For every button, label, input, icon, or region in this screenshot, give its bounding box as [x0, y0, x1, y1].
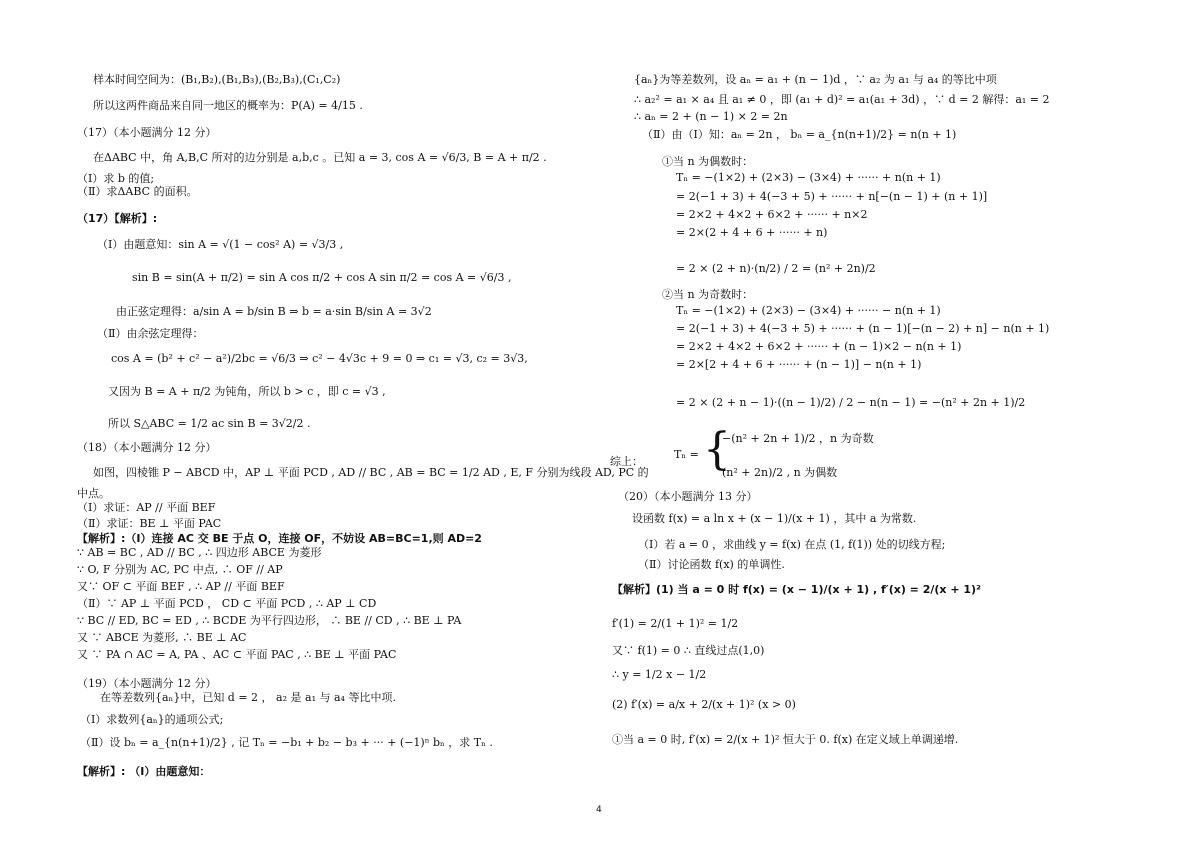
text-line: （Ⅰ）求 b 的值;: [77, 172, 155, 185]
text-line: 设函数 f(x) = a ln x + (x − 1)/(x + 1) ，其中 a 为常数.: [632, 512, 917, 525]
text-line: = 2 × (2 + n)·(n/2) / 2 = (n² + 2n)/2: [676, 262, 876, 275]
text-line: （Ⅱ）求ΔABC 的面积。: [77, 185, 198, 198]
text-line: sin B = sin(A + π/2) = sin A cos π/2 + cos A sin π/2 = cos A = √6/3 ,: [132, 271, 512, 284]
text-line: 在ΔABC 中，角 A,B,C 所对的边分别是 a,b,c 。已知 a = 3, cos A = √6/3, B = A + π/2 .: [93, 151, 547, 164]
text-line: （Ⅰ）求数列{aₙ}的通项公式;: [80, 713, 224, 726]
text-line: f′(1) = 2/(1 + 1)² = 1/2: [612, 617, 739, 630]
text-line: = 2×(2 + 4 + 6 + ······ + n): [676, 226, 828, 239]
text-line: （Ⅱ）求证：BE ⊥ 平面 PAC: [77, 517, 222, 530]
text-line: 由正弦定理得：a/sin A = b/sin B ⇒ b = a·sin B/sin A = 3√2: [116, 305, 432, 318]
section-heading: （17）（本小题满分 12 分）: [77, 126, 217, 139]
text-line: = 2(−1 + 3) + 4(−3 + 5) + ······ + n[−(n − 1) + (n + 1)]: [676, 190, 988, 203]
section-heading: （20）（本小题满分 13 分）: [618, 490, 758, 503]
piecewise-case-odd: −(n² + 2n + 1)/2 ，n 为奇数: [722, 432, 874, 445]
text-line: (2) f′(x) = a/x + 2/(x + 1)² (x > 0): [612, 698, 796, 711]
text-line: ②当 n 为奇数时：: [662, 288, 754, 301]
text-line: {aₙ}为等差数列，设 aₙ = a₁ + (n − 1)d ，∵ a₂ 为 a₁ 与 a₄ 的等比中项: [634, 73, 997, 86]
piecewise-case-even: (n² + 2n)/2 , n 为偶数: [722, 466, 838, 479]
text-line: 又 ∵ PA ∩ AC = A, PA 、AC ⊂ 平面 PAC , ∴ BE ⊥ 平面 PAC: [77, 648, 397, 661]
text-line: ∴ aₙ = 2 + (n − 1) × 2 = 2n: [634, 110, 788, 123]
text-line: （Ⅱ）∵ AP ⊥ 平面 PCD ， CD ⊂ 平面 PCD , ∴ AP ⊥ CD: [77, 597, 377, 610]
text-line: cos A = (b² + c² − a²)/2bc = √6/3 ⇒ c² − 4√3c + 9 = 0 ⇒ c₁ = √3, c₂ = 3√3,: [111, 352, 528, 365]
text-line: ①当 n 为偶数时：: [662, 155, 754, 168]
text-line: 又 ∵ ABCE 为菱形, ∴ BE ⊥ AC: [77, 631, 247, 644]
text-line: （Ⅰ）由题意知：sin A = √(1 − cos² A) = √3/3 ,: [97, 238, 344, 251]
text-line: = 2×[2 + 4 + 6 + ······ + (n − 1)] − n(n + 1): [676, 358, 922, 371]
text-line: 所以这两件商品来自同一地区的概率为：P(A) = 4/15 .: [93, 99, 363, 112]
text-line: 又∵ OF ⊂ 平面 BEF , ∴ AP // 平面 BEF: [77, 580, 285, 593]
text-line: （Ⅰ）求证：AP // 平面 BEF: [77, 501, 216, 514]
text-line: 综上：: [610, 455, 643, 468]
text-line: ①当 a = 0 时, f′(x) = 2/(x + 1)² 恒大于 0. f(x) 在定义域上单调递增.: [612, 733, 959, 746]
text-line: 中点。: [77, 487, 110, 500]
text-line: = 2×2 + 4×2 + 6×2 + ······ + n×2: [676, 208, 868, 221]
section-heading: （18）（本小题满分 12 分）: [77, 441, 217, 454]
piecewise-label: Tₙ =: [674, 448, 699, 461]
solution-heading: （17）【解析】:: [77, 212, 158, 225]
text-line: = 2(−1 + 3) + 4(−3 + 5) + ······ + (n − 1)[−(n − 2) + n] − n(n + 1): [676, 322, 1050, 335]
solution-heading: 【解析】: （Ⅰ）由题意知：: [77, 765, 211, 778]
text-line: ∵ BC // ED, BC = ED , ∴ BCDE 为平行四边形， ∴ BE // CD , ∴ BE ⊥ PA: [77, 614, 462, 627]
piecewise-brace: {: [703, 424, 731, 475]
text-line: 所以 S△ABC = 1/2 ac sin B = 3√2/2 .: [108, 417, 311, 430]
section-heading: （19）（本小题满分 12 分）: [77, 677, 217, 690]
text-line: ∵ O, F 分别为 AC, PC 中点, ∴ OF // AP: [77, 563, 283, 576]
text-line: ∴ y = 1/2 x − 1/2: [612, 668, 707, 681]
text-line: ∵ AB = BC , AD // BC , ∴ 四边形 ABCE 为菱形: [77, 546, 322, 559]
text-line: （Ⅱ）讨论函数 f(x) 的单调性.: [638, 558, 785, 571]
text-line: 如图，四棱锥 P − ABCD 中，AP ⊥ 平面 PCD , AD // BC , AB = BC = 1/2 AD , E, F 分别为线段 AD, PC 的: [93, 466, 649, 479]
text-line: （Ⅱ）由（Ⅰ）知：aₙ = 2n ， bₙ = a_{n(n+1)/2} = n(n + 1): [642, 128, 957, 141]
right-column: [600, 0, 1200, 848]
solution-heading: 【解析】:（Ⅰ）连接 AC 交 BE 于点 O，连接 OF，不妨设 AB=BC=1,则 AD=2: [77, 532, 482, 545]
page-number: 4: [596, 805, 602, 815]
text-line: 在等差数列{aₙ}中，已知 d = 2 ， a₂ 是 a₁ 与 a₄ 等比中项.: [100, 691, 396, 704]
text-line: = 2 × (2 + n − 1)·((n − 1)/2) / 2 − n(n − 1) = −(n² + 2n + 1)/2: [676, 396, 1026, 409]
text-line: ∴ a₂² = a₁ × a₄ 且 a₁ ≠ 0 ，即 (a₁ + d)² = a₁(a₁ + 3d) ，∵ d = 2 解得：a₁ = 2: [634, 93, 1050, 106]
text-line: 又因为 B = A + π/2 为钝角，所以 b > c ，即 c = √3 ,: [108, 385, 386, 398]
text-line: Tₙ = −(1×2) + (2×3) − (3×4) + ······ − n(n + 1): [676, 304, 941, 317]
text-line: = 2×2 + 4×2 + 6×2 + ······ + (n − 1)×2 − n(n + 1): [676, 340, 962, 353]
text-line: 又∵ f(1) = 0 ∴ 直线过点(1,0): [612, 644, 765, 657]
text-line: （Ⅱ）由余弦定理得：: [97, 327, 204, 340]
solution-line: 【解析】(1) 当 a = 0 时 f(x) = (x − 1)/(x + 1) , f′(x) = 2/(x + 1)²: [612, 583, 981, 596]
text-line: Tₙ = −(1×2) + (2×3) − (3×4) + ······ + n(n + 1): [676, 171, 941, 184]
text-line: 样本时间空间为：(B₁,B₂),(B₁,B₃),(B₂,B₃),(C₁,C₂): [93, 73, 341, 86]
text-line: （Ⅱ）设 bₙ = a_{n(n+1)/2} , 记 Tₙ = −b₁ + b₂ − b₃ + ··· + (−1)ⁿ bₙ ，求 Tₙ .: [80, 736, 493, 749]
text-line: （Ⅰ）若 a = 0 ，求曲线 y = f(x) 在点 (1, f(1)) 处的切线方程;: [638, 538, 946, 551]
